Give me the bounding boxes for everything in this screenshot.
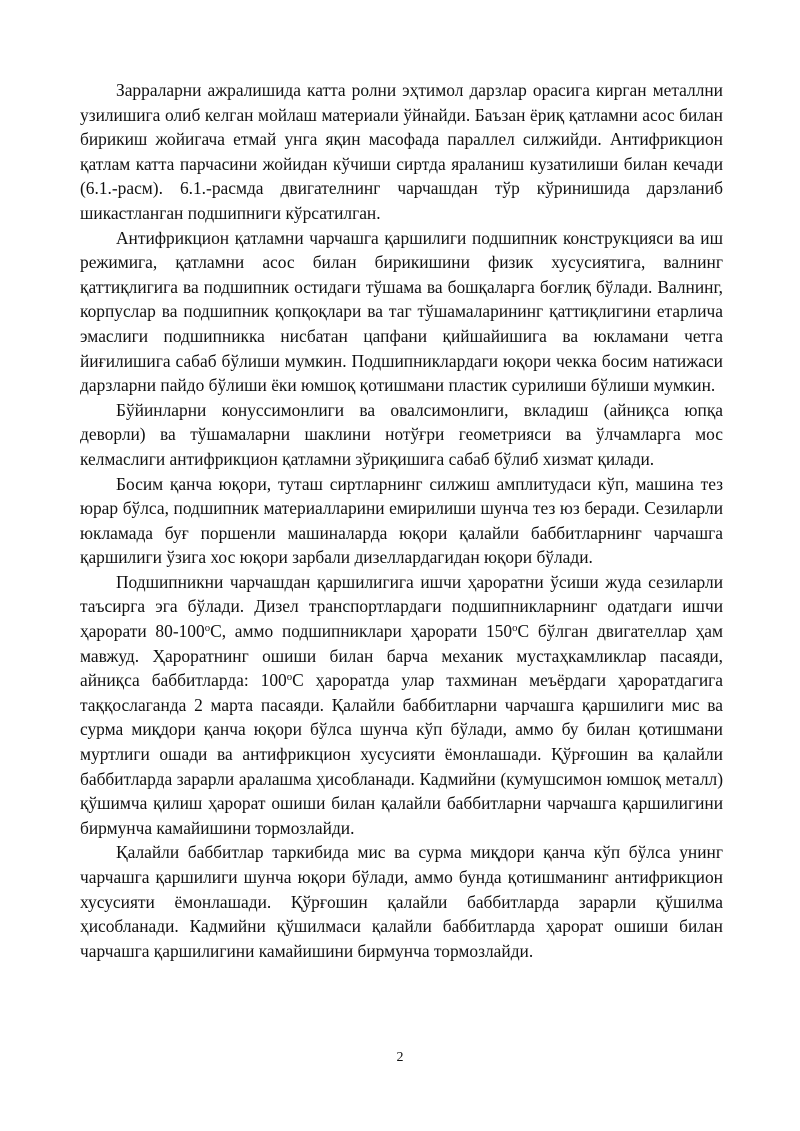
paragraph: Зарраларни ажралишида катта ролни эҳтимол дарзлар орасига кирган металлни узилишига олиб келган мойлаш материали ўйнайди. Баъзан ёриқ қатламни асос билан бирикиш жойигача етмай унга яқин масофада параллел силжийди. Антифрикцион қатлам катта парчасини жойидан кўчиши сиртда яраланиш кузатилиши билан кечади (6.1.-расм). 6.1.-расмда двигателнинг чарчашдан тўр кўринишида дарзланиб шикастланган подшипниги кўрсатилган.: [80, 80, 723, 223]
document-body: [80, 78, 723, 963]
degree-mark: o: [286, 671, 293, 684]
degree-mark: o: [204, 622, 211, 635]
paragraph: Подшипникни чарчашдан қаршилигига ишчи ҳароратни ўсиши жуда сезиларли таъсирга эга бўлади. Дизел транспортлардаги подшипникларнинг одатдаги ишчи ҳарорати 80-100$^o$С, аммо подшипниклари ҳарорати 150$^o$С бўлган двигателлар ҳам мавжуд. Ҳароратнинг ошиши билан барча механик мустаҳкамликлар пасаяди, айниқса баббитларда: 100$^o$С ҳароратда улар тахминан меъёрдаги ҳароратдагига таққослаганда 2 марта пасаяди. Қалайли баббитларни чарчашга қаршилиги мис ва сурма миқдори қанча юқори бўлса шунча кўп бўлади, аммо бу билан қотишмани муртлиги ошади ва антифрикцион хусусияти ёмонлашади. Қўрғошин ва қалайли баббитларда зарарли аралашма ҳисобланади. Кадмийни (кумушсимон юмшоқ металл) қўшимча қилиш ҳарорат ошиши билан қалайли баббитларни чарчашга қаршилигини бирмунча камайишини тормозлайди.: [80, 571, 723, 838]
paragraph: Қалайли баббитлар таркибида мис ва сурма миқдори қанча кўп бўлса унинг чарчашга қаршилиги шунча юқори бўлади, аммо бунда қотишманинг антифрикцион хусусияти ёмонлашади. Қўрғошин қалайли баббитларда зарарли қўшилма ҳисобланади. Кадмийни қўшилмаси қалайли баббитларда ҳарорат ошиши билан чарчашга қаршилигини камайишини бирмунча тормозлайди.: [80, 842, 723, 961]
paragraph: Антифрикцион қатламни чарчашга қаршилиги подшипник конструкцияси ва иш режимига, қатламни асос билан бирикишини физик хусусиятига, валнинг қаттиқлигига ва подшипник остидаги тўшама ва бошқаларга боғлиқ бўлади. Валнинг, корпуслар ва подшипник қопқоқлари ва таг тўшамаларининг қаттиқлигини етарлича эмаслиги подшипникка нисбатан цапфани қийшайишига ва юкламани четга йиғилишига сабаб бўлиши мумкин. Подшипниклардаги юқори чекка босим натижаси дарзларни пайдо бўлиши ёки юмшоқ қотишмани пластик сурилиши бўлиши мумкин.: [80, 227, 723, 396]
paragraph: Босим қанча юқори, туташ сиртларнинг силжиш амплитудаси кўп, машина тез юрар бўлса, подшипник материалларини емирилиши шунча тез юз беради. Сезиларли юкламада буғ поршенли машиналарда юқори қалайли баббитларнинг чарчашга қаршилиги ўзига хос юқори зарбали дизеллардагидан юқори бўлади.: [80, 473, 723, 568]
degree-mark: o: [512, 622, 518, 635]
paragraph: Бўйинларни конуссимонлиги ва овалсимонлиги, вкладиш (айниқса юпқа деворли) ва тўшамаларни шаклини нотўғри геометрияси ва ўлчамларга мос келмаслиги антифрикцион қатламни зўриқишига сабаб бўлиб хизмат қилади.: [80, 399, 723, 469]
page-number: 2: [396, 1050, 404, 1065]
